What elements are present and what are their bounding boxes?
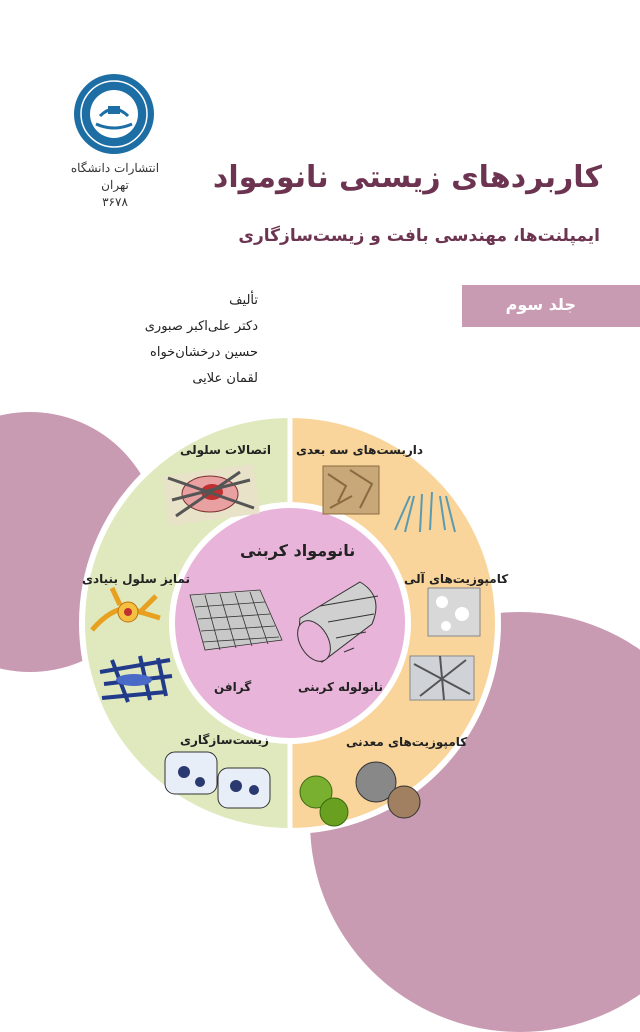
nanotube-label: نانولوله کربنی	[298, 680, 384, 694]
book-subtitle: ایمپلنت‌ها، مهندسی بافت و زیست‌سازگاری	[238, 226, 600, 246]
author-name: لقمان علایی	[192, 371, 258, 386]
author-name: حسین درخشان‌خواه	[150, 345, 258, 360]
graphene-label: گرافن	[214, 680, 252, 694]
volume-label: جلد سوم	[505, 295, 576, 314]
authors-heading: تألیف	[229, 293, 258, 308]
segment-biocompatibility: زیست‌سازگاری	[180, 733, 269, 747]
book-title: کاربردهای زیستی نانومواد	[212, 160, 602, 195]
author-name: دکتر علی‌اکبر صبوری	[144, 319, 258, 334]
segment-stem-cell-differentiation: تمایز سلول بنیادی	[82, 572, 190, 586]
segment-organic-composites: کامپوزیت‌های آلی	[404, 572, 509, 586]
segment-mineral-composites: کامپوزیت‌های معدنی	[346, 735, 468, 749]
center-title: نانومواد کربنی	[240, 541, 356, 560]
publication-number: ۳۶۷۸	[102, 195, 128, 209]
scaffold-texture-illustration	[323, 466, 379, 514]
segment-3d-scaffolds: داربست‌های سه بعدی	[296, 443, 424, 457]
segment-cell-junctions: اتصالات سلولی	[180, 443, 271, 457]
publisher-name: انتشارات دانشگاه تهران	[70, 161, 160, 192]
